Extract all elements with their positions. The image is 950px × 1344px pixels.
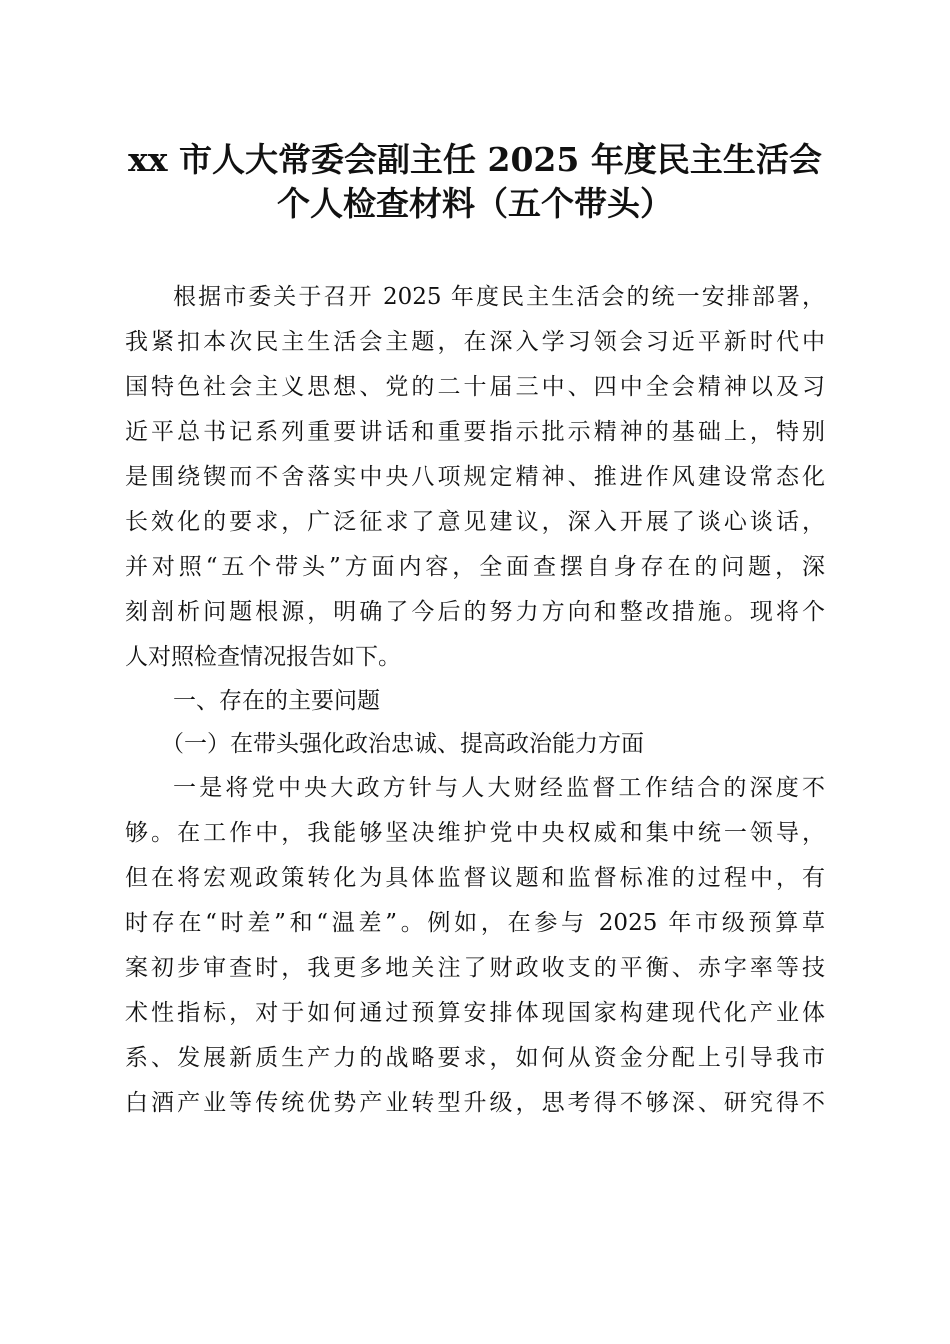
intro-paragraph-line: 人对照检查情况报告如下。 bbox=[125, 644, 401, 670]
intro-paragraph-line: 我紧扣本次民主生活会主题，在深入学习领会习近平新时代中 bbox=[125, 329, 825, 355]
intro-paragraph-line: 并对照“五个带头”方面内容，全面查摆自身存在的问题，深 bbox=[125, 554, 825, 580]
body-paragraph-line: 案初步审查时，我更多地关注了财政收支的平衡、赤字率等技 bbox=[125, 955, 825, 981]
intro-paragraph-line: 是围绕锲而不舍落实中央八项规定精神、推进作风建设常态化 bbox=[125, 464, 825, 490]
document-title-line-1: xx 市人大常委会副主任 2025 年度民主生活会 bbox=[128, 140, 822, 179]
intro-paragraph-line: 国特色社会主义思想、党的二十届三中、四中全会精神以及习 bbox=[125, 374, 825, 400]
intro-paragraph-line: 近平总书记系列重要讲话和重要指示批示精神的基础上，特别 bbox=[125, 419, 825, 445]
body-paragraph-line: 够。在工作中，我能够坚决维护党中央权威和集中统一领导， bbox=[125, 820, 825, 846]
body-paragraph-line: 一是将党中央大政方针与人大财经监督工作结合的深度不 bbox=[173, 775, 825, 801]
subsection-heading: （一）在带头强化政治忠诚、提高政治能力方面 bbox=[161, 731, 644, 757]
section-heading: 一、存在的主要问题 bbox=[173, 688, 380, 714]
body-paragraph-line: 术性指标，对于如何通过预算安排体现国家构建现代化产业体 bbox=[125, 1000, 825, 1026]
intro-paragraph-line: 根据市委关于召开 2025 年度民主生活会的统一安排部署， bbox=[173, 284, 825, 310]
body-paragraph-line: 白酒产业等传统优势产业转型升级，思考得不够深、研究得不 bbox=[125, 1090, 825, 1116]
body-paragraph-line: 系、发展新质生产力的战略要求，如何从资金分配上引导我市 bbox=[125, 1045, 825, 1071]
intro-paragraph-line: 长效化的要求，广泛征求了意见建议，深入开展了谈心谈话， bbox=[125, 509, 825, 535]
document-title-line-2: 个人检查材料（五个带头） bbox=[277, 184, 673, 223]
body-paragraph-line: 但在将宏观政策转化为具体监督议题和监督标准的过程中，有 bbox=[125, 865, 825, 891]
body-paragraph-line: 时存在“时差”和“温差”。例如，在参与 2025 年市级预算草 bbox=[125, 910, 825, 936]
intro-paragraph-line: 刻剖析问题根源，明确了今后的努力方向和整改措施。现将个 bbox=[125, 599, 825, 625]
